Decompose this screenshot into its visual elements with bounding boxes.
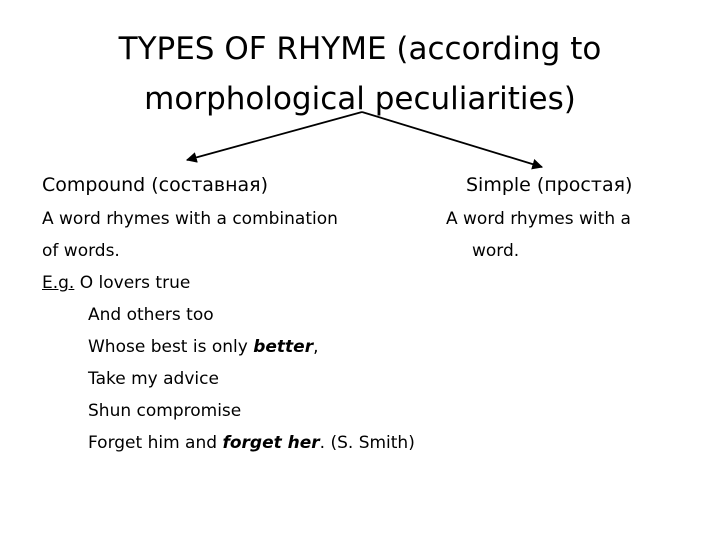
poem-line-3 xyxy=(42,331,415,363)
arrow-to-compound xyxy=(187,112,362,160)
simple-description xyxy=(446,203,631,267)
poem-line-2: And others too xyxy=(88,305,214,325)
poem-line-6-source: . (S. Smith) xyxy=(319,433,415,453)
poem-line-1-text: O lovers true xyxy=(74,273,191,293)
simple-desc-line-1: A word rhymes with a xyxy=(446,209,631,229)
title-line-2: morphological peculiarities) xyxy=(144,81,576,117)
poem-line-6 xyxy=(42,427,415,459)
compound-desc-line-1: A word rhymes with a combination xyxy=(42,209,338,229)
poem-line-4: Take my advice xyxy=(88,369,219,389)
compound-description xyxy=(42,203,338,267)
title-line-1: TYPES OF RHYME (according to xyxy=(118,31,602,67)
poem-emphasis-forget-her: forget her xyxy=(222,433,320,453)
poem-emphasis-better: better xyxy=(253,337,314,357)
poem-line-6-text: Forget him and xyxy=(88,433,223,453)
simple-desc-line-2: word. xyxy=(472,241,520,261)
poem-line-3-text: Whose best is only xyxy=(88,337,254,357)
simple-heading: Simple (простая) xyxy=(466,174,633,196)
arrow-to-simple xyxy=(362,112,542,167)
example-poem xyxy=(42,267,415,459)
poem-line-5: Shun compromise xyxy=(88,401,242,421)
compound-heading: Compound (составная) xyxy=(42,174,269,196)
example-label: E.g. xyxy=(42,273,75,293)
poem-line-3-punct: , xyxy=(313,337,319,357)
poem-line-1 xyxy=(42,267,415,299)
compound-desc-line-2: of words. xyxy=(42,241,120,261)
